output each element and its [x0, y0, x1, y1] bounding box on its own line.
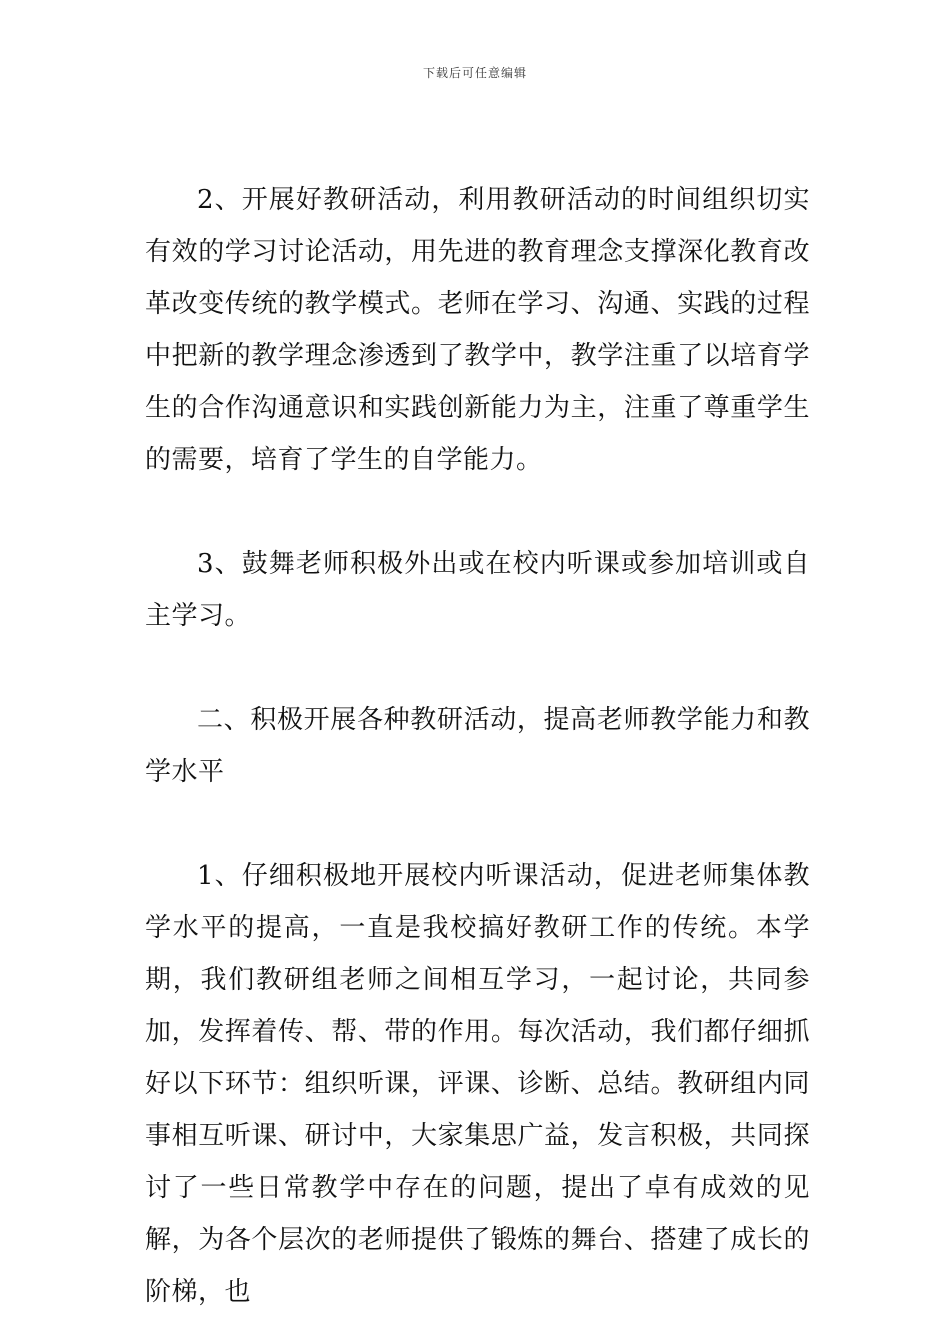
paragraph-spacer — [145, 798, 810, 850]
paragraph-lesson-observation: 1、仔细积极地开展校内听课活动，促进老师集体教学水平的提高，一直是我校搞好教研工作的传统。本学期，我们教研组老师之间相互学习，一起讨论，共同参加，发挥着传、帮、带的作用。每次活动，我们都仔细抓好以下环节：组织听课，评课、诊断、总结。教研组内同事相互听课、研讨中，大家集思广益，发言积极，共同探讨了一些日常教学中存在的问题，提出了卓有成效的见解，为各个层次的老师提供了锻炼的舞台、搭建了成长的阶梯，也 — [145, 861, 810, 1307]
paragraph-spacer — [145, 486, 810, 538]
paragraph-encourage-teachers: 3、鼓舞老师积极外出或在校内听课或参加培训或自主学习。 — [145, 549, 810, 631]
document-body — [145, 174, 810, 1318]
paragraph-spacer — [145, 642, 810, 694]
section-heading-two: 二、积极开展各种教研活动，提高老师教学能力和教学水平 — [145, 705, 810, 787]
page-header-note: 下载后可任意编辑 — [422, 66, 527, 80]
paragraph-teaching-research-activities: 2、开展好教研活动，利用教研活动的时间组织切实有效的学习讨论活动，用先进的教育理念支撑深化教育改革改变传统的教学模式。老师在学习、沟通、实践的过程中把新的教学理念渗透到了教学中，教学注重了以培育学生的合作沟通意识和实践创新能力为主，注重了尊重学生的需要，培育了学生的自学能力。 — [145, 185, 810, 475]
